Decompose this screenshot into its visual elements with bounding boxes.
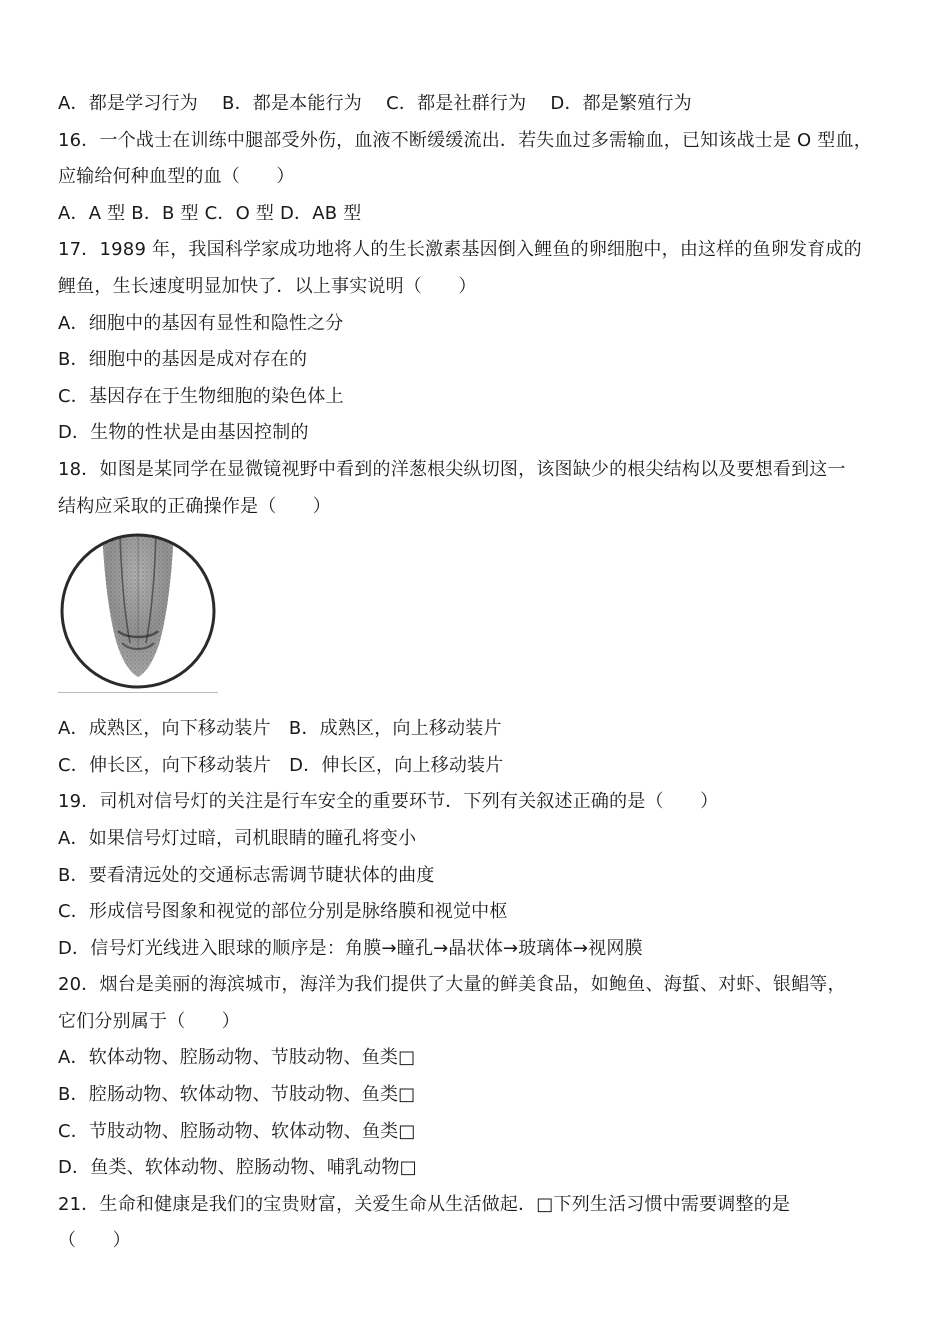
q20-option-c: C．节肢动物、腔肠动物、软体动物、鱼类□	[58, 1120, 416, 1142]
q15-options: A．都是学习行为 B．都是本能行为 C．都是社群行为 D．都是繁殖行为	[58, 93, 692, 114]
q17-stem-line2: 鲤鱼，生长速度明显加快了．以上事实说明（ ）	[58, 275, 477, 297]
q18-stem-line2: 结构应采取的正确操作是（ ）	[58, 495, 331, 517]
q21-stem-line1: 21．生命和健康是我们的宝贵财富，关爱生命从生活做起．□下列生活习惯中需要调整的是	[58, 1193, 791, 1215]
q20-stem-line2: 它们分别属于（ ）	[58, 1010, 240, 1032]
q20-stem-line1: 20．烟台是美丽的海滨城市，海洋为我们提供了大量的鲜美食品，如鲍鱼、海蜇、对虾、银鲳等，	[58, 974, 846, 996]
figure-baseline	[58, 692, 218, 693]
q20-option-a: A．软体动物、腔肠动物、节肢动物、鱼类□	[58, 1047, 416, 1069]
q16-stem-line1: 16．一个战士在训练中腿部受外伤，血液不断缓缓流出．若失血过多需输血，已知该战士是 O 型血，	[58, 129, 872, 151]
q17-option-c: C．基因存在于生物细胞的染色体上	[58, 385, 344, 407]
q17-stem-line1: 17．1989 年，我国科学家成功地将人的生长激素基因倒入鲤鱼的卵细胞中，由这样的鱼卵发育成的	[58, 239, 862, 261]
q21-stem-line2: （ ）	[58, 1230, 131, 1252]
q19-option-a: A．如果信号灯过暗，司机眼睛的瞳孔将变小	[58, 827, 417, 849]
q18-options-line2: C．伸长区，向下移动装片 D．伸长区，向上移动装片	[58, 754, 504, 776]
q17-option-a: A．细胞中的基因有显性和隐性之分	[58, 312, 344, 334]
q19-option-b: B．要看清远处的交通标志需调节睫状体的曲度	[58, 864, 435, 886]
microscope-field-image	[58, 531, 218, 691]
q18-stem-line1: 18．如图是某同学在显微镜视野中看到的洋葱根尖纵切图，该图缺少的根尖结构以及要想看到这一	[58, 458, 846, 480]
q17-option-b: B．细胞中的基因是成对存在的	[58, 349, 308, 371]
q18-options-line1: A．成熟区，向下移动装片 B．成熟区，向上移动装片	[58, 718, 502, 740]
q19-option-d: D．信号灯光线进入眼球的顺序是：角膜→瞳孔→晶状体→玻璃体→视网膜	[58, 937, 643, 959]
q16-options: A．A 型 B．B 型 C．O 型 D．AB 型	[58, 202, 362, 224]
q20-option-d: D．鱼类、软体动物、腔肠动物、哺乳动物□	[58, 1157, 417, 1179]
q20-option-b: B．腔肠动物、软体动物、节肢动物、鱼类□	[58, 1084, 416, 1106]
exam-page	[58, 86, 908, 1260]
root-tip-microscope-figure	[58, 531, 218, 693]
q19-option-c: C．形成信号图象和视觉的部位分别是脉络膜和视觉中枢	[58, 901, 508, 923]
q19-stem-line1: 19．司机对信号灯的关注是行车安全的重要环节．下列有关叙述正确的是（ ）	[58, 791, 719, 813]
q16-stem-line2: 应输给何种血型的血（ ）	[58, 166, 295, 188]
q17-option-d: D．生物的性状是由基因控制的	[58, 422, 309, 444]
